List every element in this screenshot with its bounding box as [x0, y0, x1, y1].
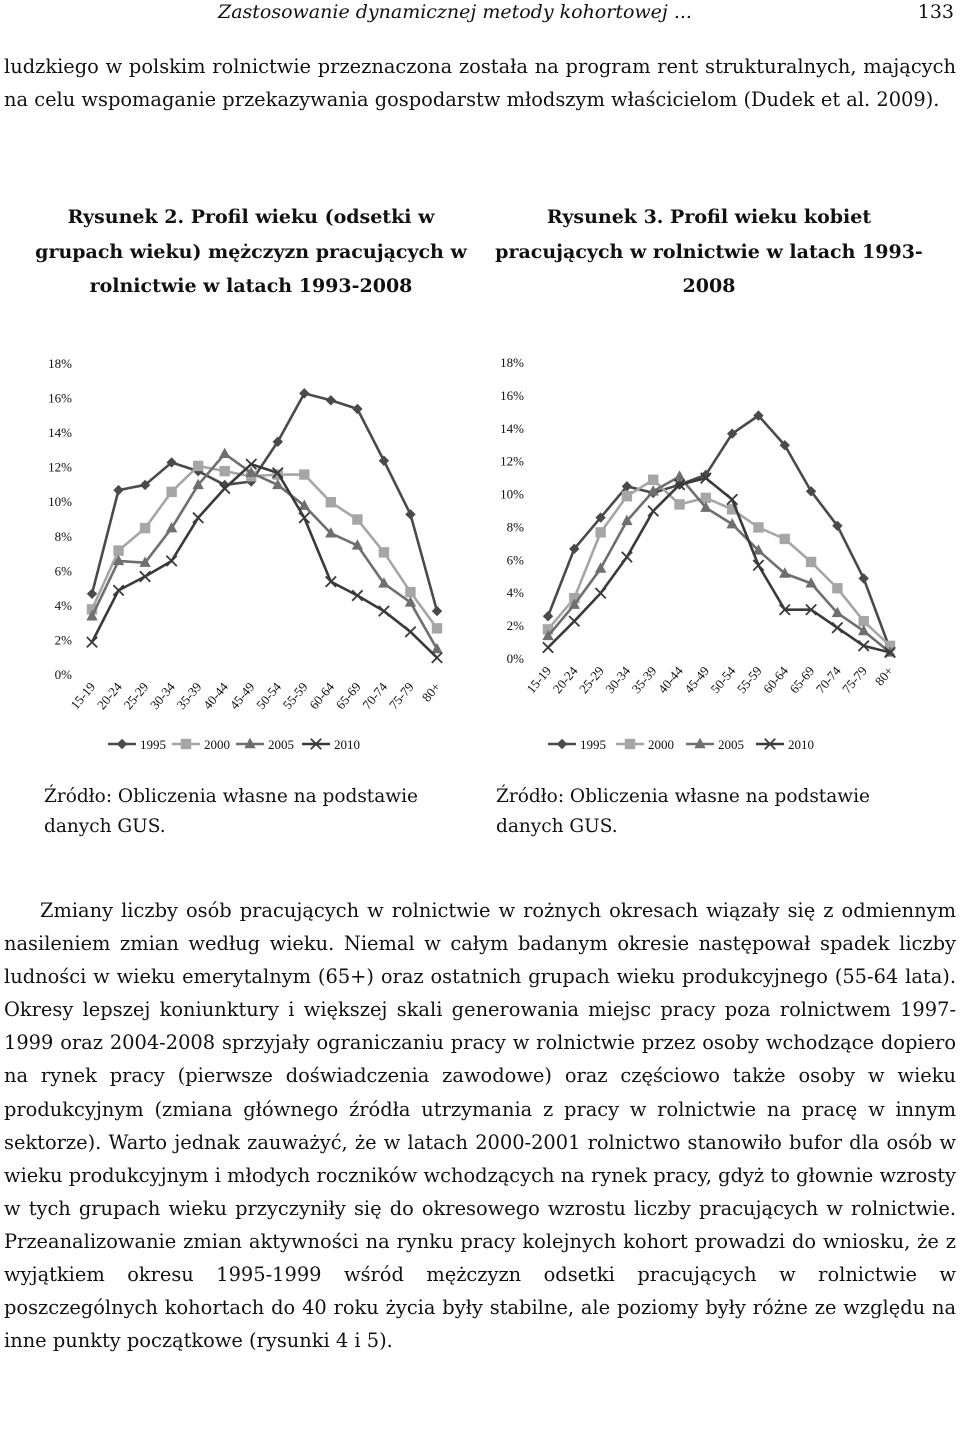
series-2010 — [543, 473, 895, 658]
figure2-caption: Rysunek 2. Profil wieku (odsetki w grupach wieku) mężczyzn pracujących w rolnictwie w latach 1993-2008 — [35, 206, 467, 297]
x-tick-label: 65-69 — [332, 679, 364, 713]
x-tick-label: 60-64 — [760, 663, 792, 697]
data-point — [543, 642, 553, 652]
data-point — [432, 653, 442, 663]
legend-label: 2010 — [334, 737, 360, 752]
x-tick-label: 50-54 — [707, 663, 739, 697]
data-point — [379, 456, 389, 466]
data-point — [595, 588, 605, 598]
x-tick-label: 60-64 — [306, 679, 338, 713]
y-tick-label: 12% — [500, 453, 524, 469]
y-tick-label: 16% — [48, 390, 72, 406]
y-tick-label: 8% — [54, 528, 72, 544]
intro-text: ludzkiego w polskim rolnictwie przeznaczona została na program rent strukturalnych, mających na celu wspomaganie przekazywania gospodarstw młodszym właścicielom (Dudek et al. 2009). — [4, 55, 956, 112]
x-tick-label: 15-19 — [67, 679, 99, 713]
data-point — [140, 571, 150, 581]
legend-item — [756, 737, 814, 752]
body-text: Zmiany liczby osób pracujących w rolnictwie w rożnych okresach wiązały się z odmiennym nasileniem zmian według wieku. Niemal w całym badanym okresie następował spadek liczby ludności w wieku emerytalnym (65+) oraz ostatnich grupach wieku produkcyjnego (55-64 lata). Okresy lepszej koniunktury i większej skali generowania miejsc pracy poza rolnictwem 1997-1999 oraz 2004-2008 sprzyjały ograniczaniu pracy w rolnictwie przez osoby wchodzące dopiero na rynek pracy (pierwsze doświadczenia zawodowe) oraz częściowo także osoby w wieku produkcyjnym (zmiana głównego źródła utrzymania z pracy w rolnictwie na pracę w innym sektorze). Warto jednak zauważyć, że w latach 2000-2001 rolnictwo stanowiło bufor dla osób w wieku produkcyjnym i młodych roczników wchodzących na rynek pracy, gdyż to głownie wzrosty w tych grupach wieku przyczyniły się do okresowego wzrostu liczby pracujących w rolnictwie. Przeanalizowanie zmian aktywności na rynku pracy kolejnych kohort prowadzi do wniosku, że z wyjątkiem okresu 1995-1999 wśród mężczyzn odsetki pracujących w rolnictwie w poszczególnych kohortach do 40 roku życia były stabilne, ale poziomy były różne ze względu na inne punkty początkowe (rysunki 4 i 5). — [4, 899, 956, 1353]
data-point — [299, 388, 309, 398]
data-point — [352, 514, 362, 524]
data-point — [622, 552, 632, 562]
data-point — [326, 395, 336, 405]
figure3-caption: Rysunek 3. Profil wieku kobiet pracujących w rolnictwie w latach 1993-2008 — [495, 206, 923, 297]
data-point — [166, 556, 176, 566]
x-tick-label: 30-34 — [146, 679, 178, 713]
x-tick-label: 80+ — [871, 663, 897, 689]
x-tick-label: 50-54 — [253, 679, 285, 713]
y-tick-label: 0% — [54, 667, 72, 682]
x-tick-label: 75-79 — [838, 663, 870, 697]
legend-item — [616, 737, 674, 752]
page-number: 133 — [917, 1, 954, 23]
y-tick-label: 8% — [506, 519, 524, 535]
legend-marker — [181, 739, 191, 749]
y-tick-label: 12% — [48, 459, 72, 475]
x-tick-label: 75-79 — [385, 679, 417, 713]
y-tick-label: 18% — [500, 355, 524, 370]
legend-marker — [625, 739, 635, 749]
legend-label: 1995 — [580, 737, 606, 752]
data-point — [753, 560, 763, 570]
series-2005 — [86, 448, 442, 654]
legend-item — [686, 737, 744, 752]
data-point — [326, 497, 336, 507]
y-tick-label: 10% — [500, 486, 524, 502]
y-tick-label: 18% — [48, 356, 72, 371]
data-point — [193, 513, 203, 523]
data-point — [87, 589, 97, 599]
data-point — [622, 491, 632, 501]
data-point — [727, 494, 737, 504]
chart-women — [460, 345, 920, 765]
series-2000 — [543, 475, 895, 651]
y-tick-label: 6% — [506, 552, 524, 568]
data-point — [379, 606, 389, 616]
data-point — [219, 448, 230, 458]
x-tick-label: 20-24 — [549, 663, 581, 697]
data-point — [858, 616, 868, 626]
data-point — [432, 606, 442, 616]
data-point — [113, 585, 123, 595]
data-point — [832, 583, 842, 593]
y-tick-label: 16% — [500, 387, 524, 403]
series-1995 — [87, 388, 442, 616]
legend-label: 2000 — [648, 737, 674, 752]
x-tick-label: 40-44 — [654, 663, 686, 697]
series-line — [548, 480, 890, 646]
data-point — [166, 487, 176, 497]
chart-men — [0, 345, 460, 765]
data-point — [87, 637, 97, 647]
data-point — [543, 611, 553, 621]
body-paragraph — [4, 894, 956, 1357]
x-tick-label: 65-69 — [786, 663, 818, 697]
data-point — [326, 577, 336, 587]
data-point — [648, 475, 658, 485]
data-point — [832, 623, 842, 633]
data-point — [753, 522, 763, 532]
data-point — [299, 513, 309, 523]
x-tick-label: 20-24 — [93, 679, 125, 713]
legend-marker — [557, 739, 567, 749]
y-tick-label: 6% — [54, 563, 72, 579]
data-point — [405, 587, 415, 597]
x-tick-label: 40-44 — [199, 679, 231, 713]
data-point — [569, 616, 579, 626]
legend-label: 2005 — [718, 737, 744, 752]
legend-label: 2010 — [788, 737, 814, 752]
y-tick-label: 2% — [54, 632, 72, 648]
legend-label: 2005 — [268, 737, 294, 752]
y-tick-label: 14% — [500, 420, 524, 436]
data-point — [352, 404, 362, 414]
legend-item — [172, 737, 230, 752]
intro-paragraph — [4, 50, 956, 116]
data-point — [113, 485, 123, 495]
figure2-source: Źródło: Obliczenia własne na podstawie danych GUS. — [44, 786, 418, 837]
x-tick-label: 45-49 — [226, 679, 258, 713]
y-tick-label: 4% — [506, 585, 524, 601]
data-point — [674, 499, 684, 509]
x-tick-label: 70-74 — [812, 663, 844, 697]
data-point — [780, 534, 790, 544]
series-2005 — [542, 470, 895, 656]
legend-marker — [117, 739, 127, 749]
x-tick-label: 25-29 — [575, 663, 607, 697]
legend-label: 1995 — [140, 737, 166, 752]
y-tick-label: 14% — [48, 425, 72, 441]
y-tick-label: 4% — [54, 597, 72, 613]
legend-item — [236, 737, 294, 752]
legend-item — [108, 737, 166, 752]
legend-label: 2000 — [204, 737, 230, 752]
data-point — [858, 573, 868, 583]
data-point — [405, 509, 415, 519]
x-tick-label: 55-59 — [733, 663, 765, 697]
data-point — [193, 461, 203, 471]
data-point — [806, 557, 816, 567]
figure3-source: Źródło: Obliczenia własne na podstawie danych GUS. — [496, 786, 870, 837]
data-point — [432, 623, 442, 633]
x-tick-label: 35-39 — [628, 663, 660, 697]
y-tick-label: 2% — [506, 618, 524, 634]
x-tick-label: 70-74 — [359, 679, 391, 713]
data-point — [352, 590, 362, 600]
x-tick-label: 30-34 — [602, 663, 634, 697]
x-tick-label: 25-29 — [120, 679, 152, 713]
running-header — [0, 0, 960, 30]
data-point — [405, 627, 415, 637]
data-point — [113, 545, 123, 555]
y-tick-label: 0% — [506, 651, 524, 666]
data-point — [379, 547, 389, 557]
data-point — [674, 470, 685, 480]
data-point — [648, 506, 658, 516]
legend-item — [302, 737, 360, 752]
x-tick-label: 80+ — [418, 679, 444, 705]
running-title: Zastosowanie dynamicznej metody kohortowej ... — [218, 1, 692, 23]
data-point — [140, 523, 150, 533]
x-tick-label: 35-39 — [173, 679, 205, 713]
x-tick-label: 45-49 — [681, 663, 713, 697]
data-point — [595, 527, 605, 537]
x-tick-label: 15-19 — [523, 663, 555, 697]
y-tick-label: 10% — [48, 494, 72, 510]
data-point — [299, 469, 309, 479]
x-tick-label: 55-59 — [279, 679, 311, 713]
legend-item — [548, 737, 606, 752]
data-point — [219, 466, 229, 476]
